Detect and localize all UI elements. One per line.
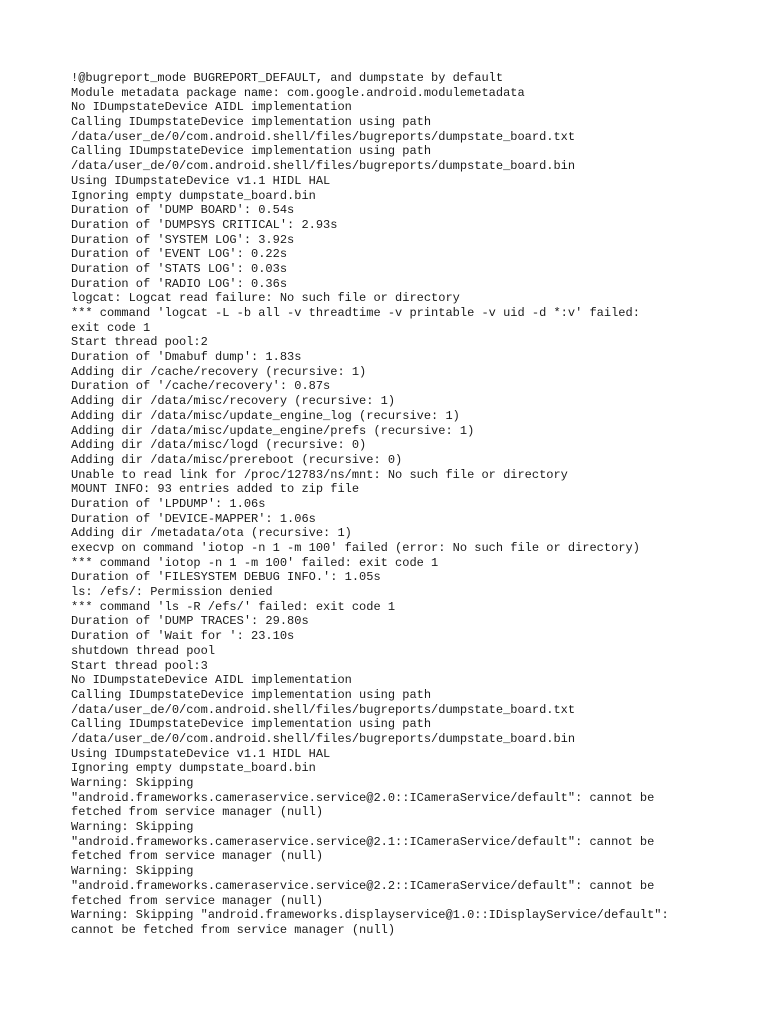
log-line: !@bugreport_mode BUGREPORT_DEFAULT, and dumpstate by default <box>71 71 504 85</box>
log-line: Duration of 'STATS LOG': 0.03s <box>71 261 288 276</box>
log-line: "android.frameworks.cameraservice.service@2.1::ICameraService/default": cannot be <box>71 834 655 849</box>
log-line: Calling IDumpstateDevice implementation using path <box>71 144 432 159</box>
log-line: Calling IDumpstateDevice implementation using path <box>71 717 432 732</box>
log-line: fetched from service manager (null) <box>71 849 324 864</box>
log-line: Using IDumpstateDevice v1.1 HIDL HAL <box>71 173 331 188</box>
log-line: Duration of 'DEVICE-MAPPER': 1.06s <box>71 511 316 526</box>
log-line: Start thread pool:2 <box>71 335 208 350</box>
log-line: Module metadata package name: com.google.android.modulemetadata <box>71 85 525 100</box>
log-line: Adding dir /data/misc/logd (recursive: 0) <box>71 438 367 453</box>
log-line: /data/user_de/0/com.android.shell/files/bugreports/dumpstate_board.txt <box>71 702 576 717</box>
log-line: execvp on command 'iotop -n 1 -m 100' failed (error: No such file or directory) <box>71 541 640 555</box>
log-line: No IDumpstateDevice AIDL implementation <box>71 673 352 688</box>
log-line: *** command 'logcat -L -b all -v threadtime -v printable -v uid -d *:v' failed: <box>71 306 640 320</box>
log-line: logcat: Logcat read failure: No such file or directory <box>71 291 460 306</box>
log-line: /data/user_de/0/com.android.shell/files/bugreports/dumpstate_board.txt <box>71 129 576 144</box>
log-line: Using IDumpstateDevice v1.1 HIDL HAL <box>71 746 331 761</box>
log-line: Calling IDumpstateDevice implementation using path <box>71 115 432 130</box>
log-line: Adding dir /data/misc/update_engine/prefs (recursive: 1) <box>71 423 475 438</box>
log-line: Warning: Skipping <box>71 776 194 790</box>
log-line: Adding dir /cache/recovery (recursive: 1) <box>71 364 367 379</box>
log-line: Adding dir /data/misc/update_engine_log (recursive: 1) <box>71 408 460 423</box>
log-output <box>71 71 711 938</box>
log-line: Warning: Skipping <box>71 864 194 879</box>
log-line: Start thread pool:3 <box>71 658 208 673</box>
log-line: Duration of 'DUMP TRACES': 29.80s <box>71 614 309 629</box>
log-line: shutdown thread pool <box>71 643 216 658</box>
log-line: Unable to read link for /proc/12783/ns/mnt: No such file or directory <box>71 467 568 482</box>
log-line: exit code 1 <box>71 320 151 335</box>
log-line: "android.frameworks.cameraservice.service@2.0::ICameraService/default": cannot be <box>71 790 655 805</box>
log-line: Duration of 'LPDUMP': 1.06s <box>71 496 266 511</box>
log-line: Warning: Skipping "android.frameworks.displayservice@1.0::IDisplayService/default": <box>71 908 669 923</box>
log-line: Duration of '/cache/recovery': 0.87s <box>71 379 331 394</box>
log-line: Calling IDumpstateDevice implementation using path <box>71 687 432 702</box>
log-line: Warning: Skipping <box>71 820 194 835</box>
log-line: Adding dir /data/misc/recovery (recursive: 1) <box>71 394 396 409</box>
log-line: ls: /efs/: Permission denied <box>71 585 273 600</box>
log-line: "android.frameworks.cameraservice.service@2.2::ICameraService/default": cannot be <box>71 878 655 893</box>
log-line: Duration of 'DUMP BOARD': 0.54s <box>71 203 295 218</box>
log-line: Duration of 'Dmabuf dump': 1.83s <box>71 350 302 365</box>
log-line: Adding dir /metadata/ota (recursive: 1) <box>71 526 352 541</box>
log-line: Ignoring empty dumpstate_board.bin <box>71 761 316 776</box>
log-line: cannot be fetched from service manager (null) <box>71 922 396 937</box>
log-line: Ignoring empty dumpstate_board.bin <box>71 188 316 203</box>
log-line: MOUNT INFO: 93 entries added to zip file <box>71 482 360 497</box>
log-line: Adding dir /data/misc/prereboot (recursive: 0) <box>71 452 403 467</box>
log-line: No IDumpstateDevice AIDL implementation <box>71 100 352 115</box>
log-line: /data/user_de/0/com.android.shell/files/bugreports/dumpstate_board.bin <box>71 159 576 174</box>
log-line: *** command 'ls -R /efs/' failed: exit code 1 <box>71 599 396 614</box>
log-line: *** command 'iotop -n 1 -m 100' failed: exit code 1 <box>71 555 439 570</box>
log-line: /data/user_de/0/com.android.shell/files/bugreports/dumpstate_board.bin <box>71 731 576 746</box>
log-line: Duration of 'Wait for ': 23.10s <box>71 629 295 644</box>
log-line: fetched from service manager (null) <box>71 805 324 820</box>
log-line: Duration of 'EVENT LOG': 0.22s <box>71 247 288 262</box>
log-line: Duration of 'FILESYSTEM DEBUG INFO.': 1.05s <box>71 570 381 585</box>
log-line: fetched from service manager (null) <box>71 893 324 908</box>
log-line: Duration of 'DUMPSYS CRITICAL': 2.93s <box>71 217 338 232</box>
log-line: Duration of 'SYSTEM LOG': 3.92s <box>71 232 295 247</box>
log-line: Duration of 'RADIO LOG': 0.36s <box>71 276 288 291</box>
